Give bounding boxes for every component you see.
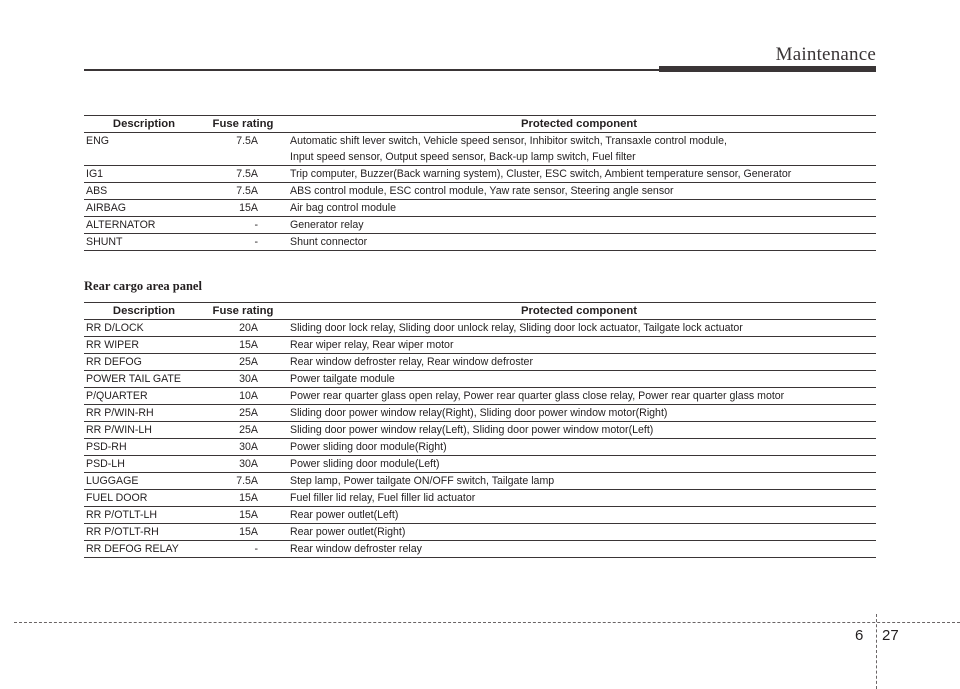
table-row: [84, 405, 876, 422]
protected-component: Rear wiper relay, Rear wiper motor: [282, 337, 876, 354]
table-header-row: [84, 303, 876, 320]
footer-divider: [876, 614, 877, 689]
fuse-rating: 25A: [204, 405, 282, 422]
fuse-rating: 15A: [204, 200, 282, 217]
table-row: [84, 354, 876, 371]
table-row: [84, 422, 876, 439]
fuse-rating: -: [204, 234, 282, 251]
protected-component: Sliding door power window relay(Right), Sliding door power window motor(Right): [282, 405, 876, 422]
fuse-rating: 15A: [204, 490, 282, 507]
column-header-fuse-rating: Fuse rating: [204, 116, 282, 133]
table-row: [84, 541, 876, 558]
fuse-rating: 30A: [204, 456, 282, 473]
protected-component: Air bag control module: [282, 200, 876, 217]
protected-component: Rear window defroster relay, Rear window defroster: [282, 354, 876, 371]
protected-component: Power tailgate module: [282, 371, 876, 388]
header-rule: [84, 69, 659, 71]
fuse-description: PSD-LH: [84, 456, 204, 473]
fuse-description: RR P/WIN-RH: [84, 405, 204, 422]
section-header-title: Maintenance: [775, 44, 876, 65]
table-row: [84, 473, 876, 490]
fuse-description: RR D/LOCK: [84, 320, 204, 337]
column-header-protected-component: Protected component: [282, 303, 876, 320]
protected-component: Fuel filler lid relay, Fuel filler lid actuator: [282, 490, 876, 507]
protected-component: Generator relay: [282, 217, 876, 234]
table-row: [84, 183, 876, 200]
fuse-rating: 15A: [204, 337, 282, 354]
fuse-description: ABS: [84, 183, 204, 200]
fuse-description: RR DEFOG RELAY: [84, 541, 204, 558]
fuse-table-upper: [84, 115, 876, 251]
table-row: [84, 217, 876, 234]
column-header-description: Description: [84, 303, 204, 320]
fuse-rating: 7.5A: [204, 183, 282, 200]
protected-component: Power rear quarter glass open relay, Power rear quarter glass close relay, Power rear quarter glass motor: [282, 388, 876, 405]
footer-rule: [14, 622, 960, 623]
fuse-rating: 7.5A: [204, 473, 282, 490]
header-rule-accent: [659, 66, 876, 72]
protected-component: [282, 133, 876, 166]
fuse-rating: -: [204, 217, 282, 234]
table-row: [84, 490, 876, 507]
protected-component: Power sliding door module(Left): [282, 456, 876, 473]
table-header-row: [84, 116, 876, 133]
table-row: [84, 200, 876, 217]
fuse-description: RR P/OTLT-RH: [84, 524, 204, 541]
table-row: [84, 507, 876, 524]
table-row: [84, 133, 876, 166]
fuse-rating: 25A: [204, 422, 282, 439]
table-row: [84, 337, 876, 354]
fuse-rating: 7.5A: [204, 133, 282, 166]
protected-component: Sliding door lock relay, Sliding door unlock relay, Sliding door lock actuator, Tailgate lock actuator: [282, 320, 876, 337]
fuse-rating: 7.5A: [204, 166, 282, 183]
protected-component: Power sliding door module(Right): [282, 439, 876, 456]
fuse-description: IG1: [84, 166, 204, 183]
fuse-description: FUEL DOOR: [84, 490, 204, 507]
fuse-description: ALTERNATOR: [84, 217, 204, 234]
chapter-number: 6: [855, 627, 864, 644]
protected-component: Trip computer, Buzzer(Back warning system), Cluster, ESC switch, Ambient temperature sensor, Generator: [282, 166, 876, 183]
fuse-description: RR P/OTLT-LH: [84, 507, 204, 524]
fuse-rating: 25A: [204, 354, 282, 371]
fuse-rating: 30A: [204, 371, 282, 388]
column-header-description: Description: [84, 116, 204, 133]
fuse-description: RR WIPER: [84, 337, 204, 354]
section-title-rear-cargo: Rear cargo area panel: [84, 279, 202, 293]
fuse-description: RR P/WIN-LH: [84, 422, 204, 439]
protected-component: Rear power outlet(Left): [282, 507, 876, 524]
column-header-fuse-rating: Fuse rating: [204, 303, 282, 320]
fuse-rating: -: [204, 541, 282, 558]
fuse-description: SHUNT: [84, 234, 204, 251]
table-row: [84, 524, 876, 541]
protected-component: Rear window defroster relay: [282, 541, 876, 558]
table-row: [84, 371, 876, 388]
fuse-rating: 10A: [204, 388, 282, 405]
protected-component: Sliding door power window relay(Left), Sliding door power window motor(Left): [282, 422, 876, 439]
fuse-description: RR DEFOG: [84, 354, 204, 371]
fuse-rating: 15A: [204, 507, 282, 524]
fuse-rating: 20A: [204, 320, 282, 337]
table-row: [84, 320, 876, 337]
fuse-table-rear-cargo: [84, 302, 876, 558]
fuse-description: POWER TAIL GATE: [84, 371, 204, 388]
protected-component: Shunt connector: [282, 234, 876, 251]
table-row: [84, 439, 876, 456]
table-row: [84, 166, 876, 183]
table-row: [84, 456, 876, 473]
protected-component: Rear power outlet(Right): [282, 524, 876, 541]
table-row: [84, 234, 876, 251]
protected-component: ABS control module, ESC control module, Yaw rate sensor, Steering angle sensor: [282, 183, 876, 200]
fuse-description: ENG: [84, 133, 204, 166]
fuse-description: LUGGAGE: [84, 473, 204, 490]
protected-component-line: Automatic shift lever switch, Vehicle speed sensor, Inhibitor switch, Transaxle control module,: [290, 135, 727, 147]
fuse-description: P/QUARTER: [84, 388, 204, 405]
fuse-rating: 30A: [204, 439, 282, 456]
protected-component: Step lamp, Power tailgate ON/OFF switch, Tailgate lamp: [282, 473, 876, 490]
fuse-description: PSD-RH: [84, 439, 204, 456]
fuse-description: AIRBAG: [84, 200, 204, 217]
fuse-rating: 15A: [204, 524, 282, 541]
column-header-protected-component: Protected component: [282, 116, 876, 133]
table-row: [84, 388, 876, 405]
protected-component-line: Input speed sensor, Output speed sensor, Back-up lamp switch, Fuel filter: [290, 151, 636, 163]
page-number: 27: [882, 627, 899, 644]
